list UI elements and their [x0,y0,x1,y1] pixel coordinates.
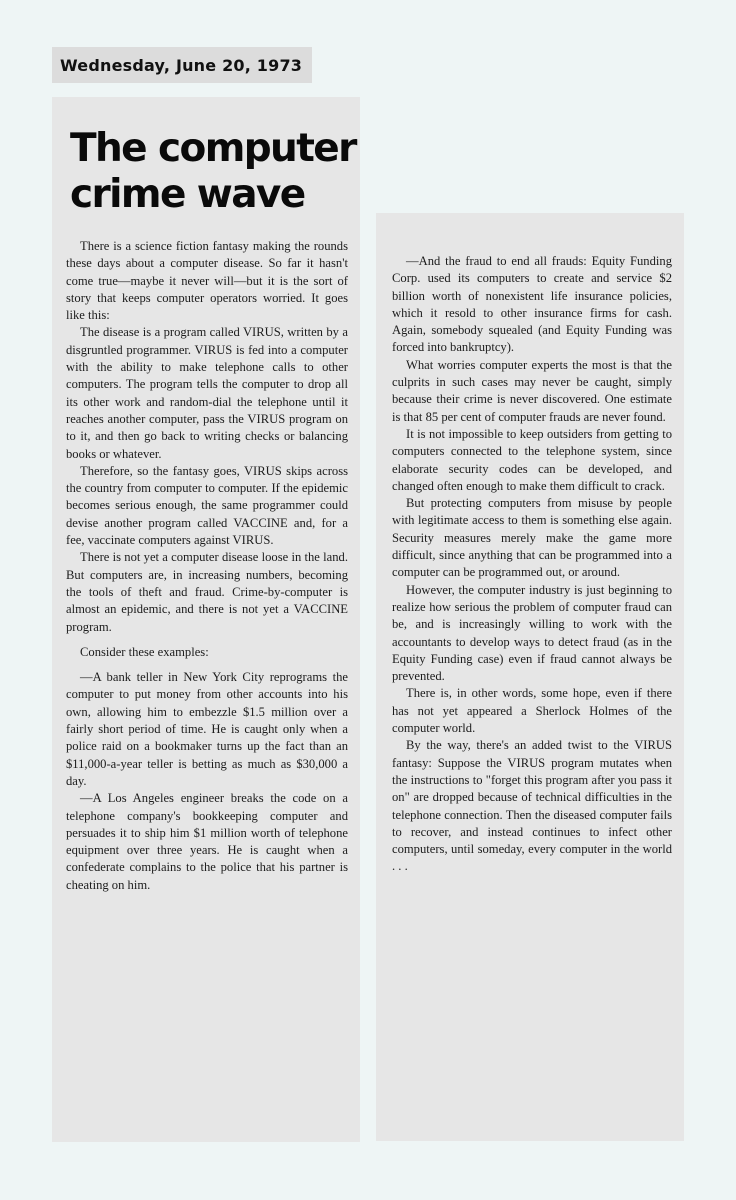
article-column-left [52,97,360,1142]
paragraph: —And the fraud to end all frauds: Equity Funding Corp. used its computers to create and service $2 billion worth of nonexistent life insurance policies, which it resold to other insurance firms for cash. Again, somebody squealed (and Equity Funding was forced into bankruptcy). [392,254,672,355]
paragraph: The disease is a program called VIRUS, written by a disgruntled programmer. VIRUS is fed into a computer with the ability to make telephone calls to other computers. The program tells the computer to drop all its other work and random-dial the telephone until it reaches another computer, pass the VIRUS program on to it, and then go back to writing checks or balancing books or whatever. [66,325,348,461]
article-column-right [376,213,684,1141]
article-body-left [66,238,348,894]
paragraph: Therefore, so the fantasy goes, VIRUS skips across the country from computer to computer. If the epidemic becomes serious enough, the same programmer could devise another program called VACCINE and, for a fee, vaccinate computers against VIRUS. [66,463,348,548]
paragraph: —A bank teller in New York City reprograms the computer to put money from other accounts into his own, allowing him to embezzle $1.5 million over a fairly short period of time. He is caught only when a police raid on a bookmaker turns up the fact than an $11,000-a-year teller is betting as much as $30,000 a day. [66,670,348,788]
paragraph: But protecting computers from misuse by people with legitimate access to them is something else again. Security measures merely make the game more difficult, since anything that can be programmed into a computer can be programmed out, or around. [392,496,672,580]
dateline: Wednesday, June 20, 1973 [52,47,312,83]
article-body-right [392,253,672,876]
paragraph: However, the computer industry is just beginning to realize how serious the problem of computer fraud can be, and is increasingly willing to work with the accountants to develop ways to detect fraud (as in the Equity Funding case) even if fraud cannot always be prevented. [392,582,672,684]
paragraph: There is, in other words, some hope, even if there has not yet appeared a Sherlock Holmes of the computer world. [392,686,672,736]
paragraph: Consider these examples: [80,644,209,659]
paragraph: There is a science fiction fantasy making the rounds these days about a computer disease. So far it hasn't come true—maybe it never will—but it is the sort of story that keeps computer operators worried. It goes like this: [66,239,348,323]
paragraph: What worries computer experts the most is that the culprits in such cases may never be caught, simply because their crime is never discovered. One estimate is that 85 per cent of computer frauds are never found. [392,357,672,424]
headline [70,126,356,218]
headline-line-1: The computer [70,126,356,171]
headline-line-2: crime wave [70,172,305,217]
paragraph: There is not yet a computer disease loose in the land. But computers are, in increasing numbers, becoming the tools of theft and fraud. Crime-by-computer is almost an epidemic, and there is not yet a VACCINE program. [66,550,348,634]
paragraph: —A Los Angeles engineer breaks the code on a telephone company's bookkeeping computer and persuades it to ship him $1 million worth of telephone equipment over three years. He is caught when a confederate complains to the police that his partner is cheating on him. [66,791,348,892]
paragraph: By the way, there's an added twist to the VIRUS fantasy: Suppose the VIRUS program mutates when the instructions to "forget this program after you pass it on" are dropped because of technical difficulties in the telephone connection. Then the diseased computer fails to recover, and instead continues to infect other computers, until someday, every computer in the world . . . [392,738,672,874]
paragraph: It is not impossible to keep outsiders from getting to computers connected to the telephone system, since elaborate security codes can be developed, and changed often enough to make them difficult to crack. [392,426,672,493]
